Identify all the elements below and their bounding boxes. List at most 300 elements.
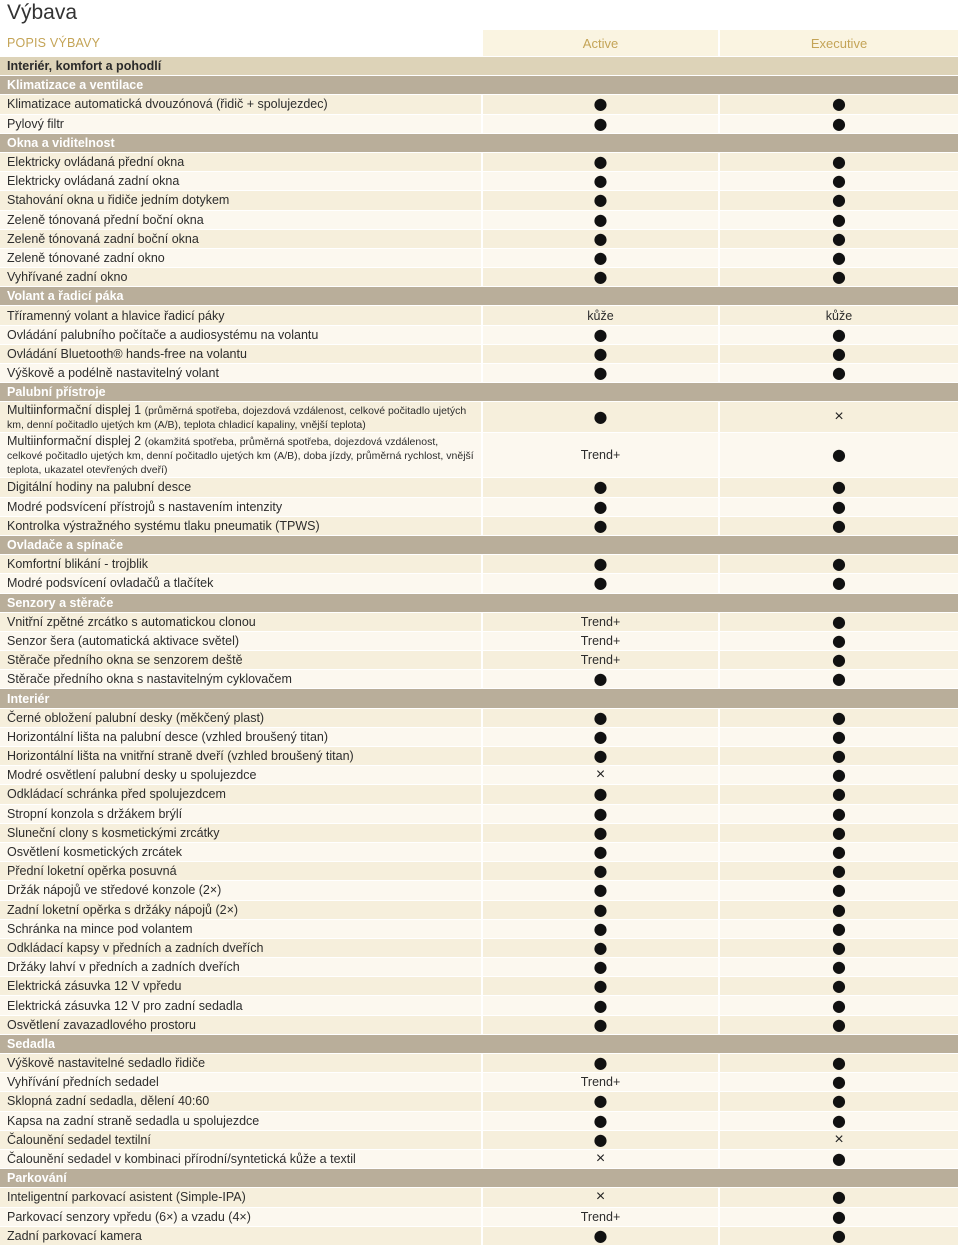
row-description: [0, 881, 481, 899]
table-row: [0, 1227, 958, 1246]
standard-equipment-icon: ●: [593, 1054, 608, 1073]
standard-equipment-icon: ●: [593, 248, 608, 267]
row-label: Tříramenný volant a hlavice řadicí páky: [7, 308, 225, 323]
executive-cell: [720, 1054, 958, 1072]
active-cell: [483, 709, 718, 727]
active-cell: [483, 766, 718, 784]
standard-equipment-icon: ●: [593, 152, 608, 172]
table-row: [0, 191, 958, 210]
row-description: [0, 433, 481, 477]
active-cell: [483, 613, 718, 631]
row-description: [0, 402, 481, 432]
standard-equipment-icon: ●: [593, 95, 608, 114]
option-label: kůže: [587, 308, 614, 323]
table-row: [0, 1073, 958, 1092]
table-row: [0, 555, 958, 574]
executive-cell: [720, 977, 958, 995]
active-cell: [483, 785, 718, 803]
row-label: Multiinformační displej 1: [7, 403, 142, 418]
standard-equipment-icon: ●: [593, 1226, 608, 1245]
section-header: Sedadla: [0, 1035, 958, 1054]
row-label: Sluneční clony s kosmetickými zrcátky: [7, 825, 220, 840]
table-row: [0, 1150, 958, 1169]
standard-equipment-icon: ●: [832, 900, 846, 919]
standard-equipment-icon: ●: [832, 804, 846, 823]
table-row: [0, 1131, 958, 1150]
row-description: [0, 345, 481, 363]
standard-equipment-icon: ●: [593, 1015, 608, 1034]
row-label: Stahování okna u řidiče jedním dotykem: [7, 193, 230, 208]
executive-cell: [720, 613, 958, 631]
row-description: [0, 211, 481, 229]
standard-equipment-icon: ●: [593, 747, 608, 766]
table-row: [0, 881, 958, 900]
executive-cell: [720, 1188, 958, 1206]
executive-cell: [720, 747, 958, 765]
standard-equipment-icon: ●: [832, 1015, 846, 1034]
not-available-icon: ×: [834, 408, 844, 426]
active-cell: [483, 211, 718, 229]
executive-cell: [720, 670, 958, 688]
active-cell: [483, 1227, 718, 1245]
option-label: Trend+: [580, 1209, 621, 1224]
active-cell: [483, 191, 718, 209]
standard-equipment-icon: ●: [593, 842, 608, 862]
active-cell: [483, 1112, 718, 1130]
option-label: Trend+: [580, 633, 621, 648]
table-row: [0, 1016, 958, 1035]
executive-cell: [720, 433, 958, 477]
section-header: Senzory a stěrače: [0, 594, 958, 613]
row-description: [0, 574, 481, 592]
standard-equipment-icon: ●: [832, 574, 846, 593]
row-label: Horizontální lišta na palubní desce (vzhled broušený titan): [7, 729, 329, 744]
table-row: [0, 1054, 958, 1073]
table-row: [0, 1188, 958, 1207]
standard-equipment-icon: ●: [832, 919, 846, 938]
standard-equipment-icon: ●: [593, 364, 608, 383]
not-available-icon: ×: [595, 766, 606, 784]
executive-cell: [720, 498, 958, 516]
table-header: [0, 30, 958, 56]
row-description: [0, 977, 481, 995]
active-cell: [483, 939, 718, 957]
row-description: [0, 805, 481, 823]
row-description: [0, 1054, 481, 1072]
section-header: Okna a viditelnost: [0, 134, 958, 153]
executive-cell: [720, 1016, 958, 1034]
row-label: Pylový filtr: [7, 116, 64, 131]
section-header: Interiér: [0, 689, 958, 708]
standard-equipment-icon: ●: [832, 1054, 846, 1073]
executive-cell: [720, 230, 958, 248]
row-description: [0, 996, 481, 1014]
row-label: Černé obložení palubní desky (měkčený plast): [7, 710, 265, 725]
standard-equipment-icon: ●: [593, 1092, 608, 1111]
standard-equipment-icon: ●: [832, 708, 846, 727]
row-label: Modré podsvícení přístrojů s nastavením intenzity: [7, 499, 283, 514]
standard-equipment-icon: ●: [593, 344, 608, 363]
row-label: Klimatizace automatická dvouzónová (řidič + spolujezdec): [7, 97, 328, 112]
table-row: [0, 728, 958, 747]
executive-cell: [720, 402, 958, 432]
standard-equipment-icon: ●: [593, 574, 608, 593]
option-label: Trend+: [580, 653, 621, 668]
standard-equipment-icon: ●: [832, 1149, 846, 1169]
standard-equipment-icon: ●: [832, 1073, 846, 1092]
row-description: [0, 326, 481, 344]
row-label: Elektrická zásuvka 12 V pro zadní sedadla: [7, 998, 243, 1013]
executive-cell: [720, 555, 958, 573]
row-label: Čalounění sedadel v kombinaci přírodní/syntetická kůže a textil: [7, 1152, 356, 1167]
row-description: [0, 1112, 481, 1130]
active-cell: [483, 728, 718, 746]
table-row: [0, 211, 958, 230]
row-description: [0, 478, 481, 496]
table-row: [0, 939, 958, 958]
standard-equipment-icon: ●: [832, 862, 846, 881]
executive-cell: [720, 901, 958, 919]
row-description: [0, 766, 481, 784]
row-description: [0, 862, 481, 880]
row-label: Zadní parkovací kamera: [7, 1228, 142, 1243]
active-cell: [483, 843, 718, 861]
table-row: [0, 613, 958, 632]
row-description: [0, 747, 481, 765]
table-row: [0, 670, 958, 689]
row-description: [0, 1150, 481, 1168]
active-cell: [483, 1092, 718, 1110]
table-row: [0, 901, 958, 920]
table-row: [0, 172, 958, 191]
executive-cell: [720, 862, 958, 880]
row-label: Výškově a podélně nastavitelný volant: [7, 366, 219, 381]
table-row: [0, 843, 958, 862]
executive-cell: [720, 1150, 958, 1168]
table-row: [0, 574, 958, 593]
row-label: Vyhřívané zadní okno: [7, 270, 128, 285]
executive-cell: [720, 939, 958, 957]
standard-equipment-icon: ●: [832, 478, 846, 497]
table-row: [0, 709, 958, 728]
standard-equipment-icon: ●: [832, 152, 846, 172]
standard-equipment-icon: ●: [832, 881, 846, 900]
row-description: [0, 1016, 481, 1034]
executive-cell: [720, 1227, 958, 1245]
row-description: [0, 709, 481, 727]
executive-cell: [720, 709, 958, 727]
standard-equipment-icon: ●: [832, 229, 846, 248]
row-label: Držák nápojů ve středové konzole (2×): [7, 883, 222, 898]
row-label: Stěrače předního okna se senzorem deště: [7, 653, 243, 668]
standard-equipment-icon: ●: [593, 478, 608, 497]
table-row: [0, 958, 958, 977]
executive-cell: [720, 785, 958, 803]
standard-equipment-icon: ●: [832, 651, 846, 670]
category-header: Interiér, komfort a pohodlí: [0, 57, 958, 76]
row-label: Osvětlení zavazadlového prostoru: [7, 1017, 196, 1032]
row-label: Sklopná zadní sedadla, dělení 40:60: [7, 1094, 210, 1109]
standard-equipment-icon: ●: [832, 747, 846, 766]
option-label: kůže: [825, 308, 853, 323]
active-cell: [483, 901, 718, 919]
active-cell: [483, 1131, 718, 1149]
row-description: [0, 785, 481, 803]
standard-equipment-icon: ●: [832, 727, 846, 746]
executive-cell: [720, 345, 958, 363]
active-cell: [483, 115, 718, 133]
row-description: [0, 555, 481, 573]
standard-equipment-icon: ●: [593, 996, 608, 1015]
not-available-icon: ×: [595, 1188, 606, 1206]
table-row: [0, 824, 958, 843]
row-label: Modré osvětlení palubní desky u spolujezdce: [7, 768, 257, 783]
row-label: Odkládací kapsy v předních a zadních dveřích: [7, 940, 264, 955]
executive-cell: [720, 95, 958, 113]
active-cell: [483, 95, 718, 113]
executive-cell: [720, 268, 958, 286]
standard-equipment-icon: ●: [832, 191, 846, 210]
active-cell: [483, 433, 718, 477]
trim-header-active: Active: [483, 30, 718, 56]
section-header: Volant a řadicí páka: [0, 287, 958, 306]
row-label: Vnitřní zpětné zrcátko s automatickou clonou: [7, 614, 256, 629]
standard-equipment-icon: ●: [593, 172, 608, 191]
active-cell: [483, 402, 718, 432]
standard-equipment-icon: ●: [832, 268, 846, 287]
row-label: Stěrače předního okna s nastavitelným cyklovačem: [7, 672, 292, 687]
option-label: Trend+: [580, 614, 621, 629]
active-cell: [483, 153, 718, 171]
table-row: [0, 517, 958, 536]
standard-equipment-icon: ●: [832, 612, 846, 631]
row-description: [0, 230, 481, 248]
row-label: Zadní loketní opěrka s držáky nápojů (2×): [7, 902, 239, 917]
table-row: [0, 153, 958, 172]
option-label: Trend+: [580, 1075, 621, 1090]
active-cell: [483, 881, 718, 899]
row-label: Kontrolka výstražného systému tlaku pneumatik (TPWS): [7, 518, 320, 533]
description-column-header: POPIS VÝBAVY: [7, 36, 101, 50]
executive-cell: [720, 1073, 958, 1091]
active-cell: [483, 670, 718, 688]
standard-equipment-icon: ●: [593, 958, 608, 977]
table-row: [0, 115, 958, 134]
standard-equipment-icon: ●: [593, 862, 608, 881]
row-label: Čalounění sedadel textilní: [7, 1132, 151, 1147]
executive-cell: [720, 211, 958, 229]
active-cell: [483, 747, 718, 765]
table-row: [0, 95, 958, 114]
row-description: [0, 95, 481, 113]
table-row: [0, 1092, 958, 1111]
active-cell: [483, 632, 718, 650]
table-row: [0, 1112, 958, 1131]
standard-equipment-icon: ●: [593, 938, 608, 957]
row-label: Komfortní blikání - trojblik: [7, 557, 149, 572]
active-cell: [483, 326, 718, 344]
row-description: [0, 1073, 481, 1091]
active-cell: [483, 249, 718, 267]
executive-cell: [720, 574, 958, 592]
standard-equipment-icon: ●: [593, 670, 608, 689]
standard-equipment-icon: ●: [832, 344, 846, 363]
table-row: [0, 785, 958, 804]
row-description: [0, 1188, 481, 1206]
active-cell: [483, 555, 718, 573]
standard-equipment-icon: ●: [832, 958, 846, 977]
executive-cell: [720, 306, 958, 324]
standard-equipment-icon: ●: [832, 631, 846, 650]
table-row: [0, 1208, 958, 1227]
standard-equipment-icon: ●: [593, 804, 608, 823]
row-label: Zeleně tónovaná přední boční okna: [7, 212, 204, 227]
standard-equipment-icon: ●: [832, 766, 846, 785]
section-header: Parkování: [0, 1169, 958, 1188]
row-description: [0, 824, 481, 842]
standard-equipment-icon: ●: [832, 516, 846, 535]
standard-equipment-icon: ●: [593, 1111, 608, 1130]
table-row: [0, 920, 958, 939]
row-description: [0, 613, 481, 631]
row-description: [0, 364, 481, 382]
table-row: [0, 478, 958, 497]
row-label: Ovládání Bluetooth® hands-free na volantu: [7, 346, 247, 361]
row-label: Ovládání palubního počítače a audiosystému na volantu: [7, 327, 319, 342]
row-label: Přední loketní opěrka posuvná: [7, 864, 177, 879]
active-cell: [483, 268, 718, 286]
table-row: [0, 766, 958, 785]
row-label: Elektricky ovládaná zadní okna: [7, 174, 180, 189]
standard-equipment-icon: ●: [593, 191, 608, 210]
standard-equipment-icon: ●: [593, 900, 608, 919]
active-cell: [483, 517, 718, 535]
standard-equipment-icon: ●: [593, 555, 608, 574]
active-cell: [483, 996, 718, 1014]
row-description: [0, 901, 481, 919]
row-description: [0, 1208, 481, 1226]
active-cell: [483, 345, 718, 363]
active-cell: [483, 977, 718, 995]
standard-equipment-icon: ●: [832, 670, 846, 689]
active-cell: [483, 824, 718, 842]
active-cell: [483, 172, 718, 190]
active-cell: [483, 1073, 718, 1091]
standard-equipment-icon: ●: [832, 977, 846, 996]
executive-cell: [720, 249, 958, 267]
table-row: [0, 632, 958, 651]
standard-equipment-icon: ●: [593, 1130, 608, 1149]
row-description: [0, 517, 481, 535]
row-description: [0, 958, 481, 976]
row-description: [0, 498, 481, 516]
row-label: Multiinformační displej 2: [7, 434, 142, 449]
executive-cell: [720, 517, 958, 535]
executive-cell: [720, 805, 958, 823]
standard-equipment-icon: ●: [593, 268, 608, 287]
executive-cell: [720, 1112, 958, 1130]
standard-equipment-icon: ●: [832, 364, 846, 383]
standard-equipment-icon: ●: [832, 95, 846, 114]
row-label: Výškově nastavitelné sedadlo řidiče: [7, 1056, 206, 1071]
standard-equipment-icon: ●: [593, 229, 608, 248]
standard-equipment-icon: ●: [593, 516, 608, 535]
standard-equipment-icon: ●: [832, 1207, 846, 1226]
active-cell: [483, 306, 718, 324]
standard-equipment-icon: ●: [593, 727, 608, 746]
section-header: Ovladače a spínače: [0, 536, 958, 555]
executive-cell: [720, 115, 958, 133]
executive-cell: [720, 364, 958, 382]
active-cell: [483, 1150, 718, 1168]
table-row: [0, 249, 958, 268]
row-label: Parkovací senzory vpředu (6×) a vzadu (4×): [7, 1209, 251, 1224]
executive-cell: [720, 191, 958, 209]
active-cell: [483, 574, 718, 592]
standard-equipment-icon: ●: [832, 938, 846, 957]
row-label: Držáky lahví v předních a zadních dveřích: [7, 960, 240, 975]
active-cell: [483, 498, 718, 516]
executive-cell: [720, 326, 958, 344]
executive-cell: [720, 728, 958, 746]
row-description: [0, 939, 481, 957]
active-cell: [483, 862, 718, 880]
standard-equipment-icon: ●: [832, 785, 846, 804]
row-description: [0, 249, 481, 267]
equipment-table: [0, 57, 958, 1246]
row-label: Zeleně tónovaná zadní boční okna: [7, 231, 199, 246]
section-header: Klimatizace a ventilace: [0, 76, 958, 95]
table-row: [0, 996, 958, 1015]
executive-cell: [720, 881, 958, 899]
table-row: [0, 345, 958, 364]
table-row: [0, 326, 958, 345]
not-available-icon: ×: [595, 1150, 606, 1168]
section-header: Palubní přístroje: [0, 383, 958, 402]
option-label: Trend+: [580, 448, 621, 463]
executive-cell: [720, 843, 958, 861]
standard-equipment-icon: ●: [832, 445, 846, 465]
row-description: [0, 670, 481, 688]
trim-header-executive: Executive: [720, 30, 958, 56]
table-row: [0, 498, 958, 517]
table-row: [0, 230, 958, 249]
row-label: Inteligentní parkovací asistent (Simple-IPA): [7, 1190, 246, 1205]
executive-cell: [720, 1208, 958, 1226]
row-label: Vyhřívání předních sedadel: [7, 1075, 159, 1090]
row-label: Elektrická zásuvka 12 V vpředu: [7, 979, 182, 994]
executive-cell: [720, 958, 958, 976]
row-description: [0, 843, 481, 861]
row-description: [0, 1227, 481, 1245]
row-description: [0, 306, 481, 324]
active-cell: [483, 364, 718, 382]
row-description: [0, 651, 481, 669]
executive-cell: [720, 651, 958, 669]
row-description: [0, 115, 481, 133]
table-row: [0, 306, 958, 325]
row-description: [0, 191, 481, 209]
standard-equipment-icon: ●: [832, 1111, 846, 1130]
standard-equipment-icon: ●: [593, 497, 608, 516]
row-label: Digitální hodiny na palubní desce: [7, 480, 192, 495]
executive-cell: [720, 920, 958, 938]
standard-equipment-icon: ●: [832, 172, 846, 191]
table-row: [0, 805, 958, 824]
row-label: Elektricky ovládaná přední okna: [7, 155, 185, 170]
row-label: Schránka na mince pod volantem: [7, 921, 193, 936]
row-description: [0, 1131, 481, 1149]
